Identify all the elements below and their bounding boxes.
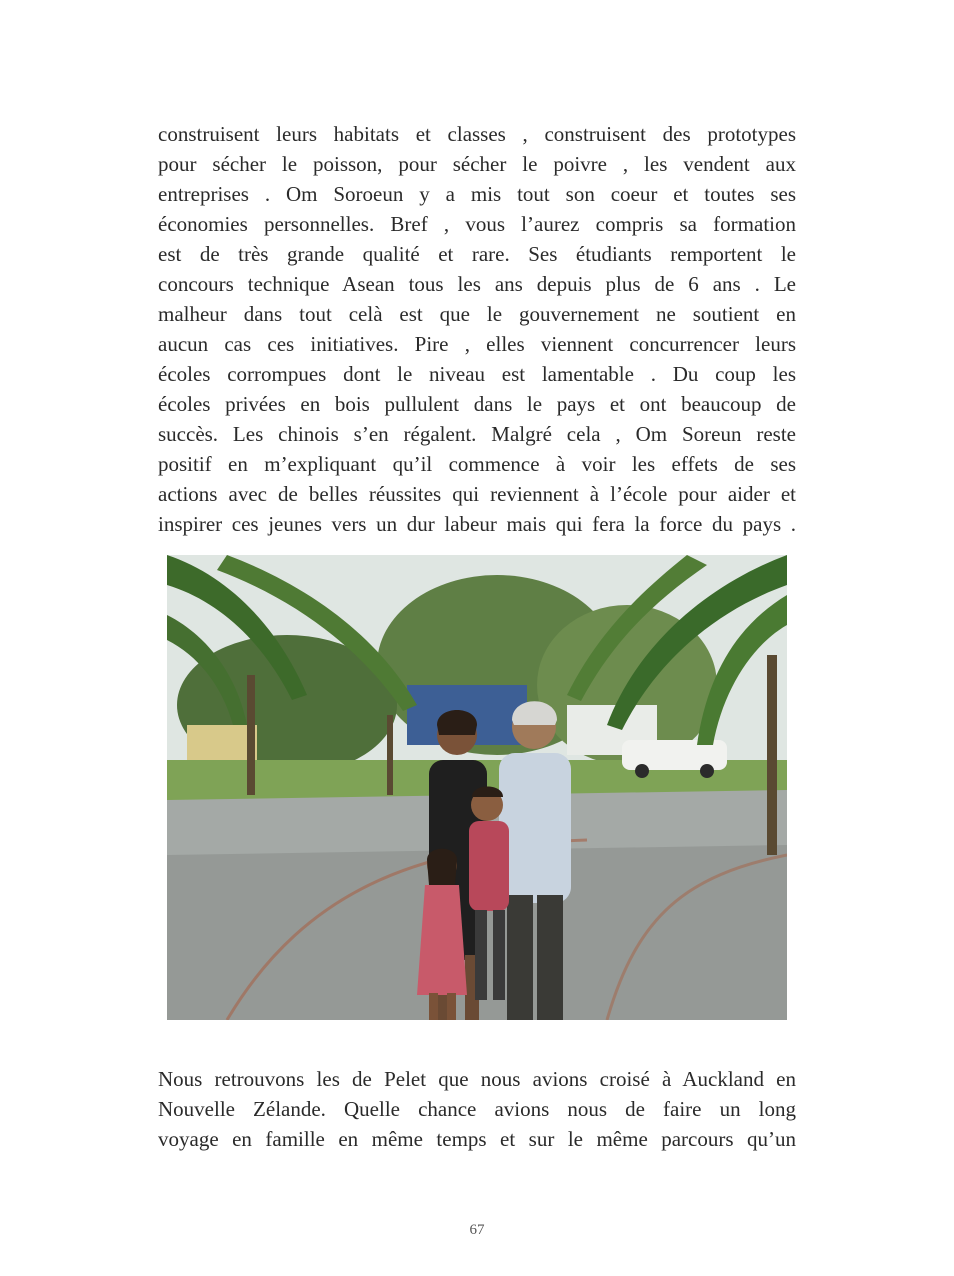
text-line: économies personnelles. Bref , vous l’aurez compris sa formation: [158, 212, 796, 236]
text-line: aucun cas ces initiatives. Pire , elles viennent concurrencer leurs: [158, 332, 796, 356]
text-line: entreprises . Om Soroeun y a mis tout son coeur et toutes ses: [158, 182, 796, 206]
family-photo: [167, 555, 787, 1020]
text-line: actions avec de belles réussites qui reviennent à l’école pour aider et: [158, 482, 796, 506]
paragraph-2: [158, 1064, 796, 1154]
text-line: Nouvelle Zélande. Quelle chance avions nous de faire un long: [158, 1097, 796, 1121]
text-line: Nous retrouvons les de Pelet que nous avions croisé à Auckland en: [158, 1067, 796, 1091]
text-line: est de très grande qualité et rare. Ses étudiants remportent le: [158, 242, 796, 266]
text-line: malheur dans tout celà est que le gouvernement ne soutient en: [158, 302, 796, 326]
text-line: positif en m’expliquant qu’il commence à voir les effets de ses: [158, 452, 796, 476]
text-line: voyage en famille en même temps et sur le même parcours qu’un: [158, 1127, 796, 1151]
text-line: inspirer ces jeunes vers un dur labeur mais qui fera la force du pays .: [158, 512, 796, 536]
text-line: concours technique Asean tous les ans depuis plus de 6 ans . Le: [158, 272, 796, 296]
text-line: pour sécher le poisson, pour sécher le poivre , les vendent aux: [158, 152, 796, 176]
text-line: écoles corrompues dont le niveau est lamentable . Du coup les: [158, 362, 796, 386]
text-line: écoles privées en bois pullulent dans le pays et ont beaucoup de: [158, 392, 796, 416]
paragraph-1: [158, 119, 796, 539]
page-number: 67: [469, 1222, 485, 1238]
text-line: succès. Les chinois s’en régalent. Malgré cela , Om Soreun reste: [158, 422, 796, 446]
text-line: construisent leurs habitats et classes , construisent des prototypes: [158, 122, 796, 146]
